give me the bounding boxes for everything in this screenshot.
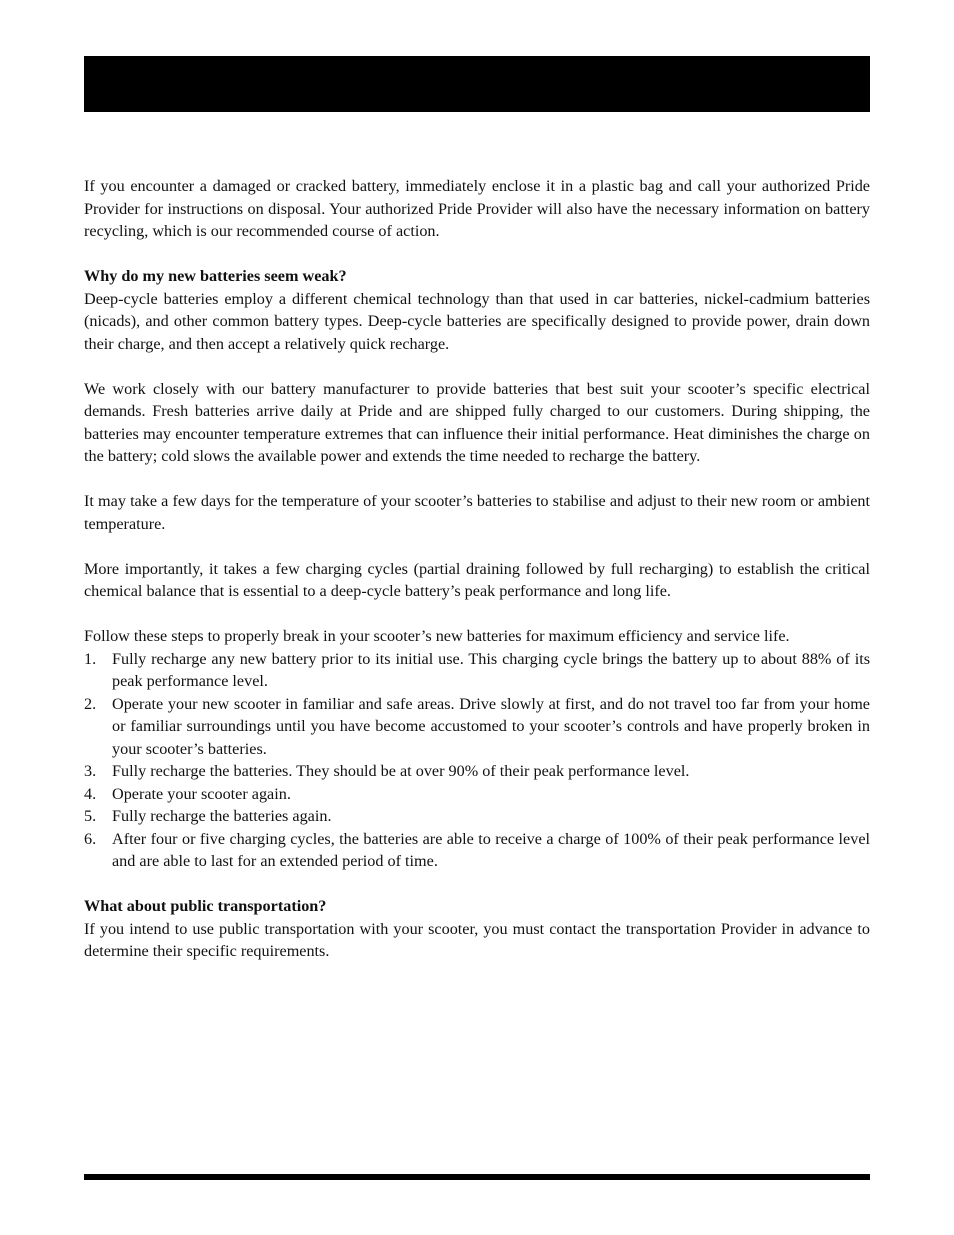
list-item [84, 783, 870, 806]
step-text: After four or five charging cycles, the batteries are able to receive a charge of 100% of their peak performance level and are able to last for an extended period of time. [112, 829, 870, 870]
step-text: Operate your new scooter in familiar and safe areas. Drive slowly at first, and do not travel too far from your home or familiar surroundings until you have become accustomed to your scooter’s controls and have properly broken in your scooter’s batteries. [112, 694, 870, 758]
section-heading-public-transportation: What about public transportation? [84, 897, 327, 915]
step-number: 6. [84, 829, 97, 848]
step-text: Fully recharge any new battery prior to its initial use. This charging cycle brings the battery up to about 88% of its peak performance level. [112, 649, 870, 690]
weak-paragraph-4: More importantly, it takes a few charging cycles (partial draining followed by full recharging) to establish the critical chemical balance that is essential to a deep-cycle battery’s peak performance and long life. [84, 559, 870, 600]
page-content [84, 175, 870, 985]
step-text: Fully recharge the batteries. They should be at over 90% of their peak performance level. [112, 762, 690, 780]
list-item [84, 693, 870, 761]
steps-intro: Follow these steps to properly break in your scooter’s new batteries for maximum efficiency and service life. [84, 627, 790, 645]
list-item [84, 760, 870, 783]
intro-paragraph: If you encounter a damaged or cracked battery, immediately enclose it in a plastic bag and call your authorized Pride Provider for instructions on disposal. Your authorized Pride Provider will also have the necessary information on battery recycling, which is our recommended course of action. [84, 177, 870, 240]
step-text: Fully recharge the batteries again. [112, 807, 332, 825]
step-number: 5. [84, 807, 97, 825]
step-number: 1. [84, 649, 97, 668]
list-item [84, 805, 870, 828]
break-in-steps-list [84, 648, 870, 873]
header-bar [84, 56, 870, 112]
step-text: Operate your scooter again. [112, 784, 291, 803]
transport-paragraph: If you intend to use public transportation with your scooter, you must contact the transportation Provider in advance to determine their specific requirements. [84, 919, 870, 960]
weak-paragraph-1: Deep-cycle batteries employ a different chemical technology than that used in car batteries, nickel-cadmium batteries (nicads), and other common battery types. Deep-cycle batteries are specifically designed to provide power, drain down their charge, and then accept a relatively quick recharge. [84, 289, 870, 353]
section-heading-weak-batteries: Why do my new batteries seem weak? [84, 267, 347, 285]
footer-rule [84, 1174, 870, 1180]
list-item [84, 648, 870, 693]
list-item [84, 828, 870, 873]
weak-paragraph-3: It may take a few days for the temperature of your scooter’s batteries to stabilise and adjust to their new room or ambient temperature. [84, 492, 870, 533]
step-number: 4. [84, 784, 97, 803]
step-number: 3. [84, 762, 97, 780]
weak-paragraph-2: We work closely with our battery manufacturer to provide batteries that best suit your scooter’s specific electrical demands. Fresh batteries arrive daily at Pride and are shipped fully charged to our customers. During shipping, the batteries may encounter temperature extremes that can influence their initial performance. Heat diminishes the charge on the battery; cold slows the available power and extends the time needed to recharge the battery. [84, 379, 870, 465]
step-number: 2. [84, 694, 97, 713]
